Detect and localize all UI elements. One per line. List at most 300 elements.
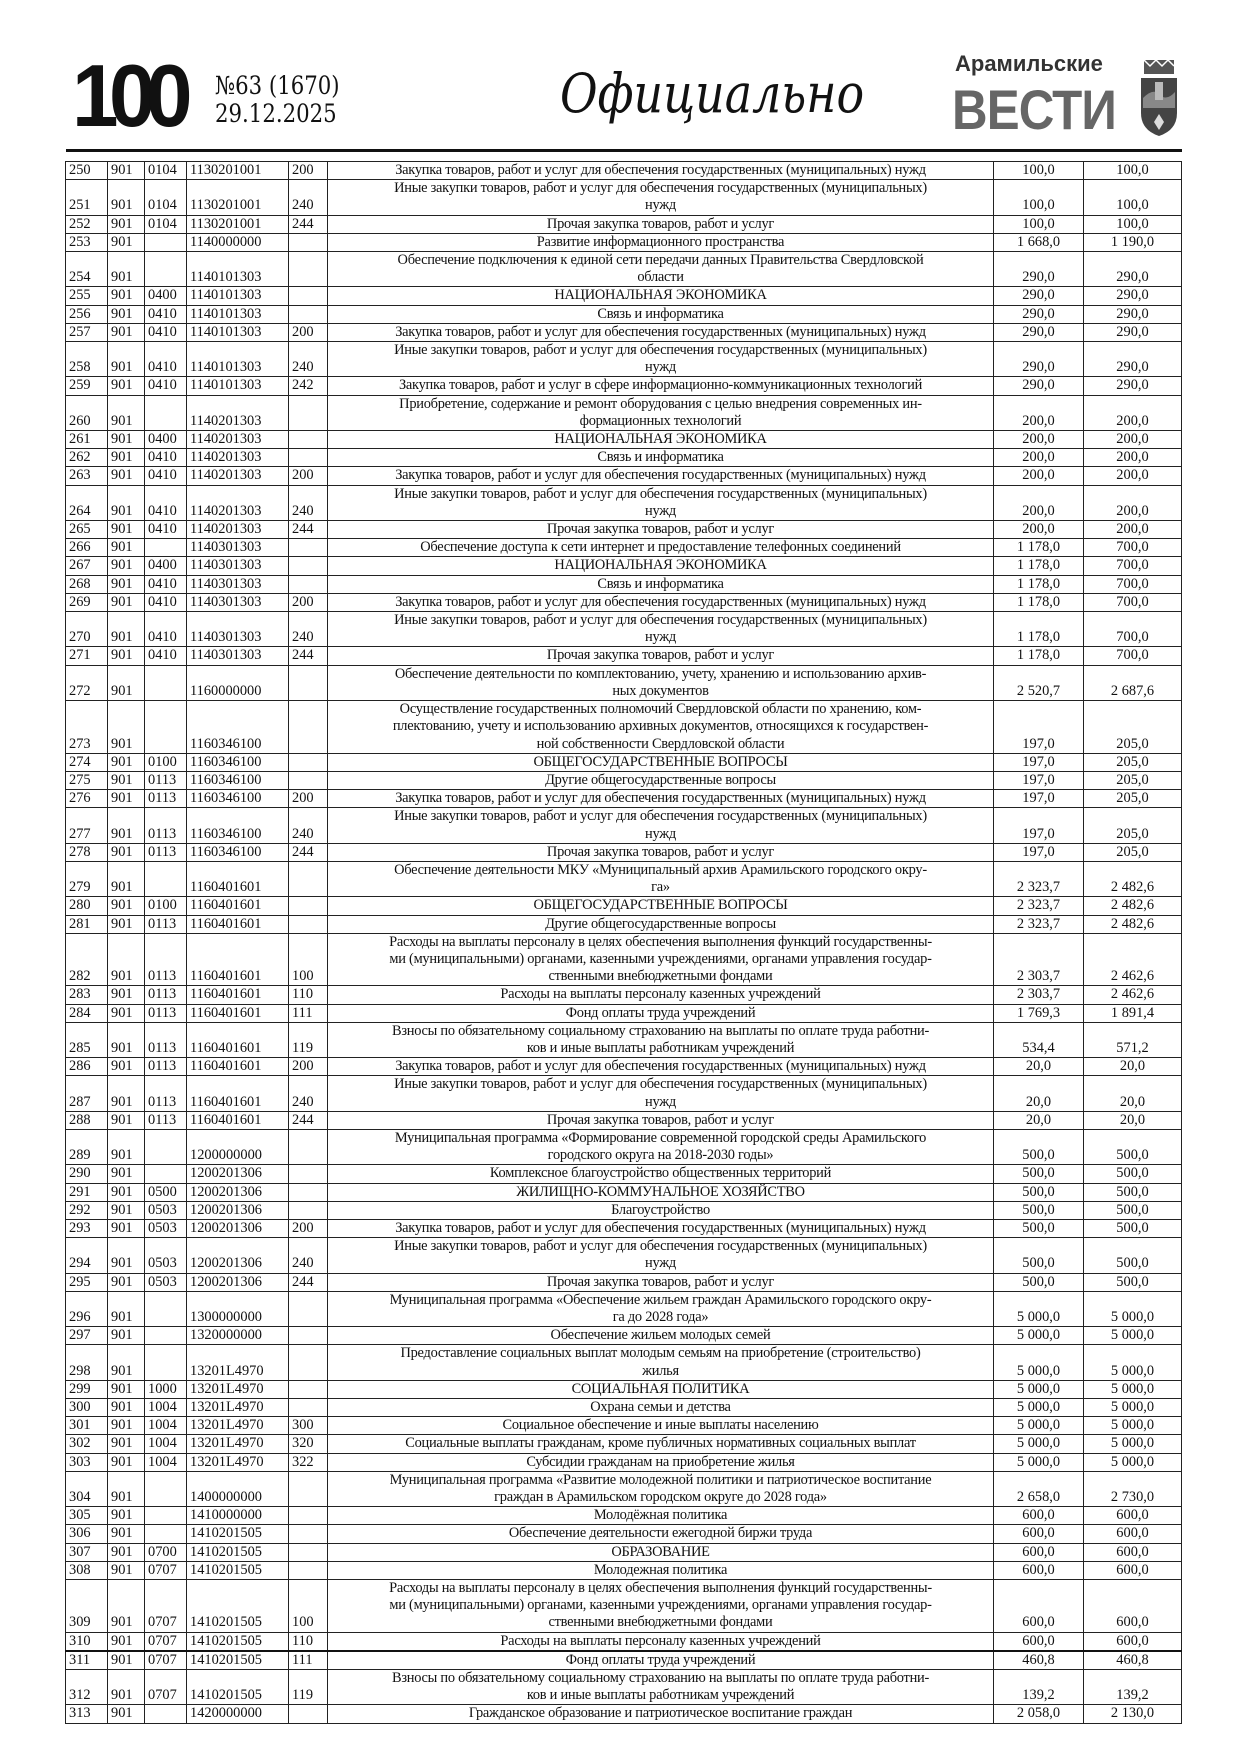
table-row	[66, 986, 1182, 1004]
grbs-code: 901	[108, 1129, 145, 1164]
table-row	[66, 1651, 1182, 1670]
amount-year-1: 600,0	[994, 1525, 1084, 1543]
section-code	[145, 701, 187, 754]
section-code: 0410	[145, 323, 187, 341]
target-article-code: 1140000000	[187, 233, 289, 251]
amount-year-1: 290,0	[994, 377, 1084, 395]
grbs-code: 901	[108, 1580, 145, 1633]
section-code	[145, 1705, 187, 1723]
table-row	[66, 1561, 1182, 1579]
expense-type-code: 244	[289, 647, 328, 665]
expense-type-code	[289, 539, 328, 557]
target-article-code: 1160401601	[187, 915, 289, 933]
section-code: 0410	[145, 377, 187, 395]
amount-year-1: 20,0	[994, 1111, 1084, 1129]
expense-type-code: 200	[289, 1219, 328, 1237]
item-name: Прочая закупка товаров, работ и услуг	[328, 1273, 994, 1291]
row-number: 297	[66, 1327, 108, 1345]
expense-type-code	[289, 1705, 328, 1723]
amount-year-1: 5 000,0	[994, 1453, 1084, 1471]
table-row	[66, 1273, 1182, 1291]
amount-year-1: 197,0	[994, 790, 1084, 808]
amount-year-1: 534,4	[994, 1022, 1084, 1057]
section-code: 1004	[145, 1417, 187, 1435]
row-number: 309	[66, 1580, 108, 1633]
target-article-code: 1140101303	[187, 252, 289, 287]
row-number: 271	[66, 647, 108, 665]
row-number: 300	[66, 1399, 108, 1417]
grbs-code: 901	[108, 1183, 145, 1201]
amount-year-2: 2 462,6	[1084, 986, 1182, 1004]
amount-year-2: 700,0	[1084, 575, 1182, 593]
item-name: Иные закупки товаров, работ и услуг для обеспечения государственных (муниципальных) нужд	[328, 342, 994, 377]
row-number: 257	[66, 323, 108, 341]
grbs-code: 901	[108, 1345, 145, 1380]
section-code: 0104	[145, 180, 187, 215]
section-code	[145, 861, 187, 896]
expense-type-code	[289, 1399, 328, 1417]
item-name: Прочая закупка товаров, работ и услуг	[328, 843, 994, 861]
section-code: 0410	[145, 593, 187, 611]
table-row	[66, 701, 1182, 754]
item-name: Субсидии гражданам на приобретение жилья	[328, 1453, 994, 1471]
row-number: 298	[66, 1345, 108, 1380]
expense-type-code: 240	[289, 485, 328, 520]
table-row	[66, 233, 1182, 251]
section-code: 0707	[145, 1651, 187, 1670]
amount-year-2: 600,0	[1084, 1507, 1182, 1525]
table-row	[66, 808, 1182, 843]
row-number: 253	[66, 233, 108, 251]
table-row	[66, 1399, 1182, 1417]
amount-year-1: 20,0	[994, 1076, 1084, 1111]
row-number: 261	[66, 431, 108, 449]
amount-year-1: 500,0	[994, 1219, 1084, 1237]
amount-year-2: 205,0	[1084, 843, 1182, 861]
grbs-code: 901	[108, 252, 145, 287]
item-name: Расходы на выплаты персоналу в целях обеспечения выполнения функций государственны- ми (муниципальными) органами, казенными учреждениями, органами управления государ- ственными внебюджетными фондами	[328, 1580, 994, 1633]
amount-year-2: 290,0	[1084, 323, 1182, 341]
grbs-code: 901	[108, 1022, 145, 1057]
target-article-code: 1160346100	[187, 808, 289, 843]
amount-year-1: 290,0	[994, 252, 1084, 287]
table-row	[66, 1471, 1182, 1506]
amount-year-2: 290,0	[1084, 252, 1182, 287]
section-code: 0113	[145, 1022, 187, 1057]
expense-type-code: 240	[289, 1076, 328, 1111]
item-name: Молодёжная политика	[328, 1507, 994, 1525]
section-code: 0113	[145, 933, 187, 986]
table-row	[66, 1435, 1182, 1453]
amount-year-1: 100,0	[994, 215, 1084, 233]
amount-year-1: 500,0	[994, 1238, 1084, 1273]
table-row	[66, 1111, 1182, 1129]
item-name: Обеспечение деятельности МКУ «Муниципальный архив Арамильского городского окру- га»	[328, 861, 994, 896]
section-code: 0113	[145, 915, 187, 933]
expense-type-code	[289, 1183, 328, 1201]
target-article-code: 1410201505	[187, 1525, 289, 1543]
amount-year-2: 200,0	[1084, 431, 1182, 449]
target-article-code: 1200201306	[187, 1238, 289, 1273]
grbs-code: 901	[108, 1435, 145, 1453]
row-number: 284	[66, 1004, 108, 1022]
amount-year-2: 600,0	[1084, 1543, 1182, 1561]
item-name: Взносы по обязательному социальному страхованию на выплаты по оплате труда работни- ков и иные выплаты работникам учреждений	[328, 1022, 994, 1057]
grbs-code: 901	[108, 1651, 145, 1670]
section-title: Официально	[560, 62, 865, 125]
row-number: 313	[66, 1705, 108, 1723]
grbs-code: 901	[108, 753, 145, 771]
item-name: Иные закупки товаров, работ и услуг для обеспечения государственных (муниципальных) нужд	[328, 180, 994, 215]
amount-year-1: 500,0	[994, 1165, 1084, 1183]
item-name: Закупка товаров, работ и услуг для обеспечения государственных (муниципальных) нужд	[328, 162, 994, 180]
amount-year-1: 5 000,0	[994, 1327, 1084, 1345]
grbs-code: 901	[108, 287, 145, 305]
row-number: 272	[66, 665, 108, 700]
table-row	[66, 915, 1182, 933]
table-row	[66, 287, 1182, 305]
amount-year-1: 5 000,0	[994, 1380, 1084, 1398]
grbs-code: 901	[108, 665, 145, 700]
grbs-code: 901	[108, 1705, 145, 1723]
amount-year-1: 197,0	[994, 771, 1084, 789]
expense-type-code	[289, 1380, 328, 1398]
amount-year-2: 200,0	[1084, 449, 1182, 467]
target-article-code: 1140201303	[187, 521, 289, 539]
row-number: 276	[66, 790, 108, 808]
row-number: 283	[66, 986, 108, 1004]
amount-year-1: 2 658,0	[994, 1471, 1084, 1506]
expense-type-code: 200	[289, 593, 328, 611]
target-article-code: 1420000000	[187, 1705, 289, 1723]
target-article-code: 1130201001	[187, 215, 289, 233]
amount-year-2: 5 000,0	[1084, 1417, 1182, 1435]
table-row	[66, 575, 1182, 593]
row-number: 256	[66, 305, 108, 323]
grbs-code: 901	[108, 1111, 145, 1129]
amount-year-1: 500,0	[994, 1273, 1084, 1291]
table-row	[66, 215, 1182, 233]
expense-type-code	[289, 1327, 328, 1345]
row-number: 273	[66, 701, 108, 754]
section-code: 0104	[145, 215, 187, 233]
item-name: Иные закупки товаров, работ и услуг для обеспечения государственных (муниципальных) нужд	[328, 808, 994, 843]
amount-year-1: 5 000,0	[994, 1435, 1084, 1453]
section-code	[145, 1291, 187, 1326]
amount-year-2: 700,0	[1084, 647, 1182, 665]
item-name: Комплексное благоустройство общественных территорий	[328, 1165, 994, 1183]
item-name: Закупка товаров, работ и услуг для обеспечения государственных (муниципальных) нужд	[328, 323, 994, 341]
grbs-code: 901	[108, 771, 145, 789]
target-article-code: 1160000000	[187, 665, 289, 700]
table-row	[66, 342, 1182, 377]
table-row	[66, 665, 1182, 700]
row-number: 264	[66, 485, 108, 520]
grbs-code: 901	[108, 1165, 145, 1183]
logo-title: ВЕСТИ	[952, 78, 1116, 141]
section-code: 0707	[145, 1561, 187, 1579]
expense-type-code: 240	[289, 1238, 328, 1273]
grbs-code: 901	[108, 233, 145, 251]
expense-type-code	[289, 431, 328, 449]
row-number: 270	[66, 612, 108, 647]
section-code: 0503	[145, 1238, 187, 1273]
expense-type-code	[289, 557, 328, 575]
target-article-code: 1160401601	[187, 1004, 289, 1022]
table-row	[66, 1705, 1182, 1723]
section-code	[145, 252, 187, 287]
item-name: Предоставление социальных выплат молодым семьям на приобретение (строительство) жилья	[328, 1345, 994, 1380]
table-row	[66, 180, 1182, 215]
table-row	[66, 1525, 1182, 1543]
target-article-code: 1200000000	[187, 1129, 289, 1164]
grbs-code: 901	[108, 1471, 145, 1506]
amount-year-2: 290,0	[1084, 287, 1182, 305]
issue-date: 29.12.2025	[215, 99, 337, 128]
amount-year-2: 600,0	[1084, 1632, 1182, 1651]
section-code: 0400	[145, 287, 187, 305]
grbs-code: 901	[108, 1561, 145, 1579]
grbs-code: 901	[108, 485, 145, 520]
table-row	[66, 467, 1182, 485]
row-number: 308	[66, 1561, 108, 1579]
row-number: 303	[66, 1453, 108, 1471]
section-code	[145, 539, 187, 557]
table-row	[66, 897, 1182, 915]
grbs-code: 901	[108, 1632, 145, 1651]
row-number: 259	[66, 377, 108, 395]
amount-year-2: 2 482,6	[1084, 861, 1182, 896]
target-article-code: 1160401601	[187, 986, 289, 1004]
target-article-code: 1320000000	[187, 1327, 289, 1345]
coat-of-arms-icon	[1138, 58, 1180, 138]
table-row	[66, 162, 1182, 180]
amount-year-2: 5 000,0	[1084, 1435, 1182, 1453]
item-name: Приобретение, содержание и ремонт оборудования с целью внедрения современных ин- формационных технологий	[328, 395, 994, 430]
target-article-code: 1140101303	[187, 342, 289, 377]
grbs-code: 901	[108, 647, 145, 665]
expense-type-code: 242	[289, 377, 328, 395]
table-row	[66, 1291, 1182, 1326]
item-name: Закупка товаров, работ и услуг для обеспечения государственных (муниципальных) нужд	[328, 790, 994, 808]
item-name: Благоустройство	[328, 1201, 994, 1219]
table-row	[66, 1022, 1182, 1057]
amount-year-1: 1 769,3	[994, 1004, 1084, 1022]
section-code: 0113	[145, 808, 187, 843]
amount-year-1: 290,0	[994, 305, 1084, 323]
expense-type-code	[289, 1201, 328, 1219]
amount-year-2: 139,2	[1084, 1670, 1182, 1705]
item-name: Прочая закупка товаров, работ и услуг	[328, 215, 994, 233]
grbs-code: 901	[108, 521, 145, 539]
amount-year-1: 1 668,0	[994, 233, 1084, 251]
section-code: 0700	[145, 1543, 187, 1561]
target-article-code: 1200201306	[187, 1201, 289, 1219]
amount-year-2: 5 000,0	[1084, 1453, 1182, 1471]
table-row	[66, 1543, 1182, 1561]
grbs-code: 901	[108, 1543, 145, 1561]
target-article-code: 1300000000	[187, 1291, 289, 1326]
section-code: 0400	[145, 431, 187, 449]
grbs-code: 901	[108, 790, 145, 808]
amount-year-1: 200,0	[994, 467, 1084, 485]
item-name: Муниципальная программа «Формирование современной городской среды Арамильского городского округа на 2018-2030 годы»	[328, 1129, 994, 1164]
expense-type-code	[289, 1543, 328, 1561]
amount-year-2: 5 000,0	[1084, 1327, 1182, 1345]
item-name: Молодежная политика	[328, 1561, 994, 1579]
amount-year-1: 200,0	[994, 449, 1084, 467]
target-article-code: 1160401601	[187, 1076, 289, 1111]
amount-year-2: 205,0	[1084, 808, 1182, 843]
grbs-code: 901	[108, 305, 145, 323]
grbs-code: 901	[108, 1399, 145, 1417]
grbs-code: 901	[108, 933, 145, 986]
target-article-code: 1140301303	[187, 539, 289, 557]
target-article-code: 1160401601	[187, 1058, 289, 1076]
target-article-code: 1410201505	[187, 1543, 289, 1561]
row-number: 250	[66, 162, 108, 180]
grbs-code: 901	[108, 323, 145, 341]
row-number: 267	[66, 557, 108, 575]
amount-year-2: 200,0	[1084, 485, 1182, 520]
section-code: 0400	[145, 557, 187, 575]
amount-year-2: 2 730,0	[1084, 1471, 1182, 1506]
grbs-code: 901	[108, 1507, 145, 1525]
amount-year-2: 200,0	[1084, 467, 1182, 485]
amount-year-2: 500,0	[1084, 1201, 1182, 1219]
row-number: 291	[66, 1183, 108, 1201]
table-row	[66, 1327, 1182, 1345]
section-code: 1000	[145, 1380, 187, 1398]
target-article-code: 1160346100	[187, 790, 289, 808]
target-article-code: 1140201303	[187, 485, 289, 520]
row-number: 279	[66, 861, 108, 896]
table-row	[66, 1238, 1182, 1273]
amount-year-1: 2 303,7	[994, 986, 1084, 1004]
row-number: 310	[66, 1632, 108, 1651]
grbs-code: 901	[108, 377, 145, 395]
row-number: 285	[66, 1022, 108, 1057]
amount-year-1: 500,0	[994, 1183, 1084, 1201]
target-article-code: 1200201306	[187, 1165, 289, 1183]
target-article-code: 1140201303	[187, 449, 289, 467]
grbs-code: 901	[108, 539, 145, 557]
amount-year-2: 600,0	[1084, 1580, 1182, 1633]
expense-type-code	[289, 665, 328, 700]
expense-type-code: 100	[289, 933, 328, 986]
grbs-code: 901	[108, 431, 145, 449]
section-code: 0113	[145, 843, 187, 861]
expense-type-code: 200	[289, 790, 328, 808]
table-row	[66, 557, 1182, 575]
item-name: Расходы на выплаты персоналу в целях обеспечения выполнения функций государственны- ми (муниципальными) органами, казенными учреждениями, органами управления государ- ственными внебюджетными фондами	[328, 933, 994, 986]
amount-year-2: 700,0	[1084, 539, 1182, 557]
grbs-code: 901	[108, 612, 145, 647]
item-name: ЖИЛИЩНО-КОММУНАЛЬНОЕ ХОЗЯЙСТВО	[328, 1183, 994, 1201]
section-code: 0113	[145, 790, 187, 808]
target-article-code: 1200201306	[187, 1219, 289, 1237]
target-article-code: 1140101303	[187, 377, 289, 395]
expense-type-code: 200	[289, 323, 328, 341]
expense-type-code	[289, 449, 328, 467]
row-number: 295	[66, 1273, 108, 1291]
section-code	[145, 665, 187, 700]
grbs-code: 901	[108, 843, 145, 861]
amount-year-2: 1 891,4	[1084, 1004, 1182, 1022]
target-article-code: 13201L4970	[187, 1435, 289, 1453]
amount-year-1: 600,0	[994, 1632, 1084, 1651]
item-name: Фонд оплаты труда учреждений	[328, 1004, 994, 1022]
amount-year-2: 1 190,0	[1084, 233, 1182, 251]
row-number: 299	[66, 1380, 108, 1398]
expense-type-code	[289, 1471, 328, 1506]
target-article-code: 1140101303	[187, 287, 289, 305]
grbs-code: 901	[108, 1380, 145, 1398]
expense-type-code: 200	[289, 1058, 328, 1076]
row-number: 281	[66, 915, 108, 933]
expense-type-code: 244	[289, 1111, 328, 1129]
table-row	[66, 1129, 1182, 1164]
target-article-code: 1140301303	[187, 593, 289, 611]
expense-type-code	[289, 233, 328, 251]
item-name: ОБЩЕГОСУДАРСТВЕННЫЕ ВОПРОСЫ	[328, 753, 994, 771]
grbs-code: 901	[108, 557, 145, 575]
item-name: Расходы на выплаты персоналу казенных учреждений	[328, 986, 994, 1004]
amount-year-1: 197,0	[994, 701, 1084, 754]
section-code	[145, 1525, 187, 1543]
expense-type-code	[289, 305, 328, 323]
logo-subtitle: Арамильские	[955, 51, 1103, 76]
table-row	[66, 843, 1182, 861]
expense-type-code	[289, 1525, 328, 1543]
expense-type-code: 244	[289, 1273, 328, 1291]
target-article-code: 1160401601	[187, 897, 289, 915]
section-code	[145, 1165, 187, 1183]
expense-type-code	[289, 861, 328, 896]
amount-year-1: 500,0	[994, 1201, 1084, 1219]
row-number: 296	[66, 1291, 108, 1326]
expense-type-code	[289, 1129, 328, 1164]
grbs-code: 901	[108, 1417, 145, 1435]
table-row	[66, 1345, 1182, 1380]
target-article-code: 13201L4970	[187, 1345, 289, 1380]
row-number: 287	[66, 1076, 108, 1111]
amount-year-1: 290,0	[994, 342, 1084, 377]
item-name: Закупка товаров, работ и услуг в сфере информационно-коммуникационных технологий	[328, 377, 994, 395]
amount-year-2: 100,0	[1084, 180, 1182, 215]
row-number: 290	[66, 1165, 108, 1183]
section-code: 0503	[145, 1219, 187, 1237]
expense-type-code	[289, 771, 328, 789]
amount-year-1: 460,8	[994, 1651, 1084, 1670]
row-number: 288	[66, 1111, 108, 1129]
row-number: 302	[66, 1435, 108, 1453]
section-code: 0100	[145, 897, 187, 915]
grbs-code: 901	[108, 1525, 145, 1543]
grbs-code: 901	[108, 162, 145, 180]
grbs-code: 901	[108, 1201, 145, 1219]
amount-year-1: 2 058,0	[994, 1705, 1084, 1723]
row-number: 260	[66, 395, 108, 430]
item-name: НАЦИОНАЛЬНАЯ ЭКОНОМИКА	[328, 431, 994, 449]
amount-year-2: 2 130,0	[1084, 1705, 1182, 1723]
section-code: 0410	[145, 521, 187, 539]
item-name: Иные закупки товаров, работ и услуг для обеспечения государственных (муниципальных) нужд	[328, 1238, 994, 1273]
target-article-code: 1140201303	[187, 467, 289, 485]
target-article-code: 1140201303	[187, 431, 289, 449]
row-number: 280	[66, 897, 108, 915]
expense-type-code: 244	[289, 521, 328, 539]
